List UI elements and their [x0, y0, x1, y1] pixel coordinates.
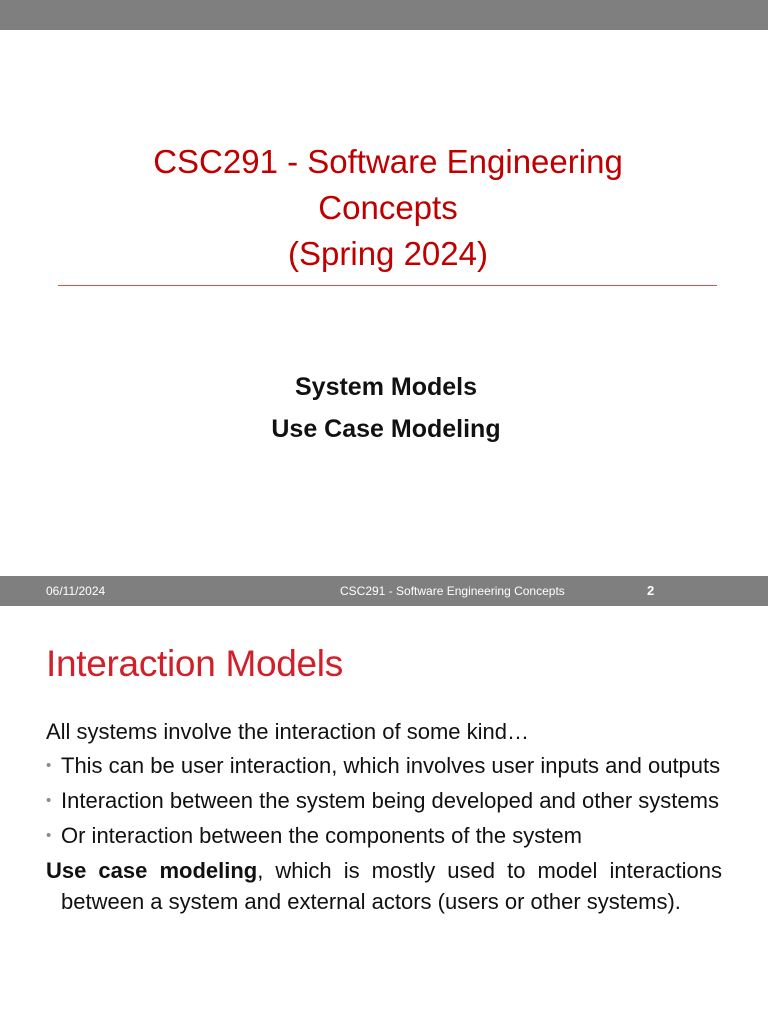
footer-date: 06/11/2024	[46, 584, 106, 598]
use-case-term: Use case modeling	[46, 858, 258, 883]
bullet-text: Or interaction between the components of the system	[61, 823, 582, 848]
bullet-dot-icon: •	[46, 757, 52, 774]
slide-footer	[0, 576, 768, 606]
bullet-item	[46, 820, 722, 851]
footer-course-name: CSC291 - Software Engineering Concepts	[340, 584, 565, 598]
section-heading: Interaction Models	[46, 643, 343, 684]
bullet-text: Interaction between the system being developed and other systems	[61, 788, 719, 813]
subtitle-line-2: Use Case Modeling	[271, 415, 501, 443]
top-bar	[0, 0, 768, 30]
use-case-description: , which is mostly used to model interactions between a system and external actors (users or other systems).	[61, 858, 722, 914]
slide-subtitle	[0, 366, 768, 450]
subtitle-line-1: System Models	[294, 373, 477, 401]
use-case-paragraph	[46, 855, 722, 917]
footer-page-number: 2	[647, 583, 655, 598]
bullet-dot-icon: •	[46, 792, 52, 809]
slide-body	[46, 716, 722, 917]
slide-title-line-3: (Spring 2024)	[288, 235, 488, 272]
slide-title	[0, 139, 768, 277]
bullet-text: This can be user interaction, which involves user inputs and outputs	[61, 753, 721, 778]
bullet-item	[46, 785, 722, 816]
intro-text: All systems involve the interaction of some kind…	[46, 719, 529, 744]
title-divider	[58, 285, 717, 286]
bullet-item	[46, 750, 722, 781]
slide-title-line-2: Concepts	[318, 189, 458, 226]
bullet-dot-icon: •	[46, 827, 52, 844]
slide-title-line-1: CSC291 - Software Engineering	[153, 143, 623, 180]
